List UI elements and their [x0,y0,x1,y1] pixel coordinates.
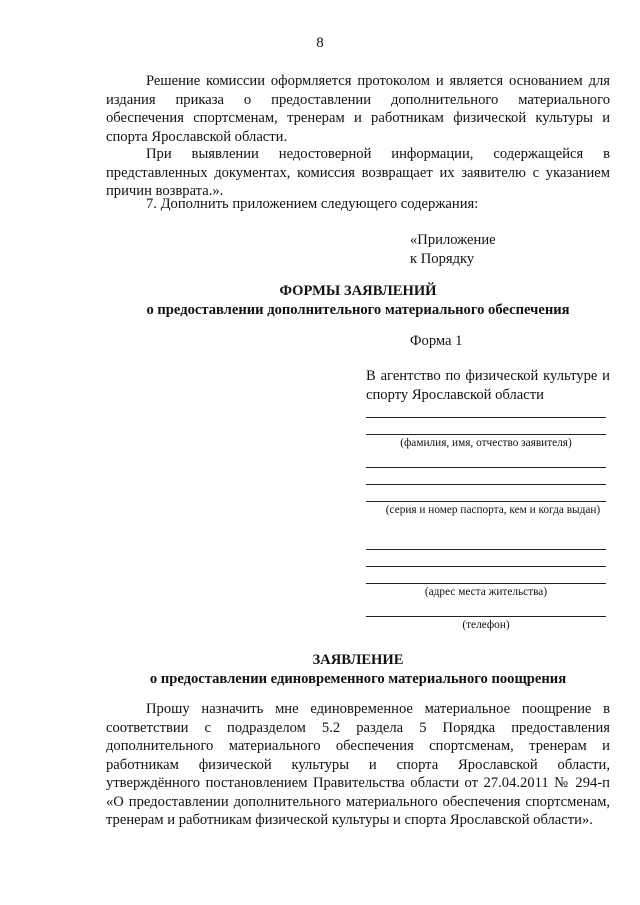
application-title [106,651,610,688]
caption-address: (адрес места жительства) [424,586,548,598]
fio-line-2 [366,434,606,435]
appendix-reference-line1: «Приложение [410,232,496,248]
appendix-reference [410,231,610,268]
forms-title-heading: ФОРМЫ ЗАЯВЛЕНИЙ [279,283,437,299]
application-heading: ЗАЯВЛЕНИЕ [312,652,404,668]
paragraph-commission-decision: Решение комиссии оформляется протоколом и является основанием для издания приказа о предоставлении дополнительного материального обеспечения спортсменам, тренерам и работникам физической культуры и спорта Ярославской области. [106,73,610,145]
forms-title-subheading: о предоставлении дополнительного материального обеспечения [146,301,570,318]
address-line-2 [366,566,606,567]
application-subheading: о предоставлении единовременного материального поощрения [149,670,567,687]
page-number: 8 [316,35,324,51]
addressee-block: В агентство по физической культуре и спорту Ярославской области [366,368,610,403]
application-body: Прошу назначить мне единовременное материальное поощрение в соответствии с подразделом 5.2 раздела 5 Порядка предоставления дополнительного материального обеспечения спортсменам, тренерам и работникам физической культуры и спорта Ярославской области, утверждённого постановлением Правительства области от 27.04.2011 № 294-п «О предоставлении дополнительного материального обеспечения спортсменам, тренерам и работникам физической культуры и спорта Ярославской области». [106,701,610,828]
passport-line-1 [366,467,606,468]
caption-passport: (серия и номер паспорта, кем и когда выдан) [385,504,601,516]
fio-line-1 [366,417,606,418]
phone-line [366,616,606,617]
address-line-3 [366,583,606,584]
caption-phone: (телефон) [462,619,510,631]
form-number-label: Форма 1 [410,333,463,349]
caption-fio: (фамилия, имя, отчество заявителя) [400,437,572,449]
passport-line-2 [366,484,606,485]
passport-line-3 [366,501,606,502]
paragraph-add-appendix: 7. Дополнить приложением следующего содержания: [146,196,479,212]
paragraph-invalid-info: При выявлении недостоверной информации, содержащейся в представленных документах, комиссия возвращает их заявителю с указанием причин возврата.». [106,146,610,199]
appendix-reference-line2: к Порядку [410,250,475,267]
forms-title [106,282,610,319]
address-line-1 [366,549,606,550]
